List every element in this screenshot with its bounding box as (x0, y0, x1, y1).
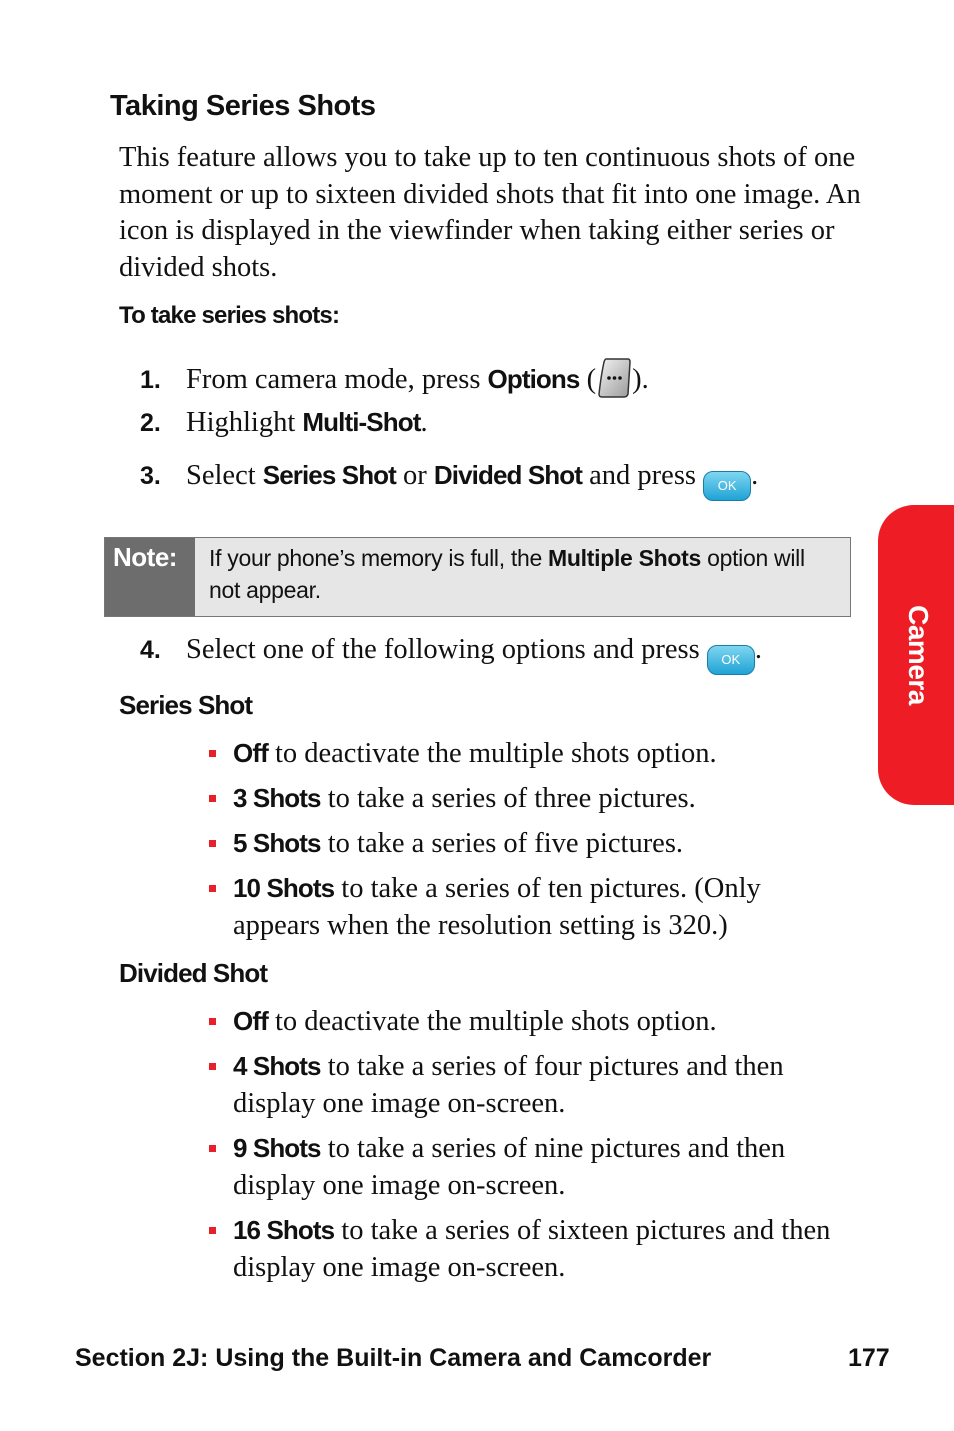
step-text: Select one of the following options and press (186, 634, 707, 665)
procedure-heading: To take series shots: (119, 302, 340, 329)
multi-shot-label: Multi-Shot (302, 407, 421, 437)
bullet-square-icon (209, 840, 216, 847)
list-item-text (233, 870, 849, 944)
list-item (209, 1048, 849, 1122)
step-text-end: and press (582, 460, 704, 491)
option-desc: to take a series of sixteen pictures and then display one image on-screen. (233, 1215, 831, 1283)
list-item (209, 870, 849, 944)
step-text: Highlight (186, 407, 303, 438)
list-item-text (233, 780, 849, 818)
option-desc: to take a series of ten pictures. (Only appears when the resolution setting is 320.) (233, 873, 761, 941)
divided-shot-label: Divided Shot (433, 460, 583, 490)
bullet-square-icon (209, 1145, 216, 1152)
option-desc: to take a series of nine pictures and then display one image on-screen. (233, 1133, 786, 1201)
list-item (209, 780, 849, 818)
option-desc: to take a series of three pictures. (320, 783, 696, 814)
period: . (751, 460, 759, 491)
chapter-tab-label (878, 505, 954, 805)
bullet-square-icon (209, 750, 216, 757)
period: . (754, 634, 762, 665)
option-desc: to deactivate the multiple shots option. (267, 1006, 717, 1037)
options-label: Options (487, 364, 580, 394)
option-name: 16 Shots (233, 1215, 335, 1245)
step-number: 1. (140, 366, 161, 394)
step-1 (140, 356, 649, 400)
option-desc: to deactivate the multiple shots option. (267, 738, 717, 769)
option-desc: to take a series of five pictures. (320, 828, 684, 859)
step-3 (140, 460, 758, 501)
option-name: 9 Shots (233, 1133, 321, 1163)
note-text-post: option will not appear. (209, 545, 805, 603)
chapter-tab-text: Camera (903, 605, 935, 705)
bullet-square-icon (209, 1227, 216, 1234)
list-item-text (233, 735, 849, 773)
option-name: Off (233, 1006, 268, 1036)
option-name: 3 Shots (233, 783, 321, 813)
paren-close: ). (632, 364, 649, 395)
note-label: Note: (105, 538, 195, 616)
option-name: 5 Shots (233, 828, 321, 858)
list-item (209, 735, 849, 773)
series-shot-heading: Series Shot (119, 690, 253, 720)
footer-section-title: Section 2J: Using the Built-in Camera and Camcorder (75, 1344, 712, 1372)
section-title: Taking Series Shots (110, 90, 376, 122)
series-shot-label: Series Shot (262, 460, 396, 490)
list-item-text (233, 1130, 849, 1204)
option-name: Off (233, 738, 268, 768)
list-item-text (233, 1048, 849, 1122)
step-text-or: or (395, 460, 434, 491)
note-text-pre: If your phone’s memory is full, the (209, 545, 549, 571)
step-2 (140, 407, 428, 439)
ok-button-icon: OK (707, 645, 755, 675)
list-item-text (233, 825, 849, 863)
step-text: From camera mode, press (186, 364, 488, 395)
list-item (209, 1212, 849, 1286)
option-name: 4 Shots (233, 1051, 321, 1081)
step-number: 2. (140, 409, 161, 437)
step-number: 3. (140, 462, 161, 490)
list-item (209, 1130, 849, 1204)
bullet-square-icon (209, 1063, 216, 1070)
softkey-menu-icon (596, 356, 632, 400)
step-text: Select (186, 460, 263, 491)
divided-shot-heading: Divided Shot (119, 958, 268, 988)
bullet-square-icon (209, 1018, 216, 1025)
list-item-text (233, 1003, 849, 1041)
ok-button-icon: OK (703, 471, 751, 501)
option-desc: to take a series of four pictures and then display one image on-screen. (233, 1051, 784, 1119)
option-name: 10 Shots (233, 873, 335, 903)
list-item (209, 825, 849, 863)
note-text (209, 542, 839, 606)
note-box (104, 537, 851, 617)
note-text-bold: Multiple Shots (548, 545, 702, 571)
bullet-square-icon (209, 795, 216, 802)
bullet-square-icon (209, 885, 216, 892)
step-4 (140, 634, 762, 675)
intro-paragraph: This feature allows you to take up to ten continuous shots of one moment or up to sixteen divided shots that fit into one image. An icon is displayed in the viewfinder when taking either series or divided shots. (119, 142, 861, 283)
list-item-text (233, 1212, 849, 1286)
step-number: 4. (140, 636, 161, 664)
list-item (209, 1003, 849, 1041)
page-number: 177 (848, 1344, 890, 1372)
step-text-end: . (420, 407, 428, 438)
paren-open: ( (579, 364, 597, 395)
